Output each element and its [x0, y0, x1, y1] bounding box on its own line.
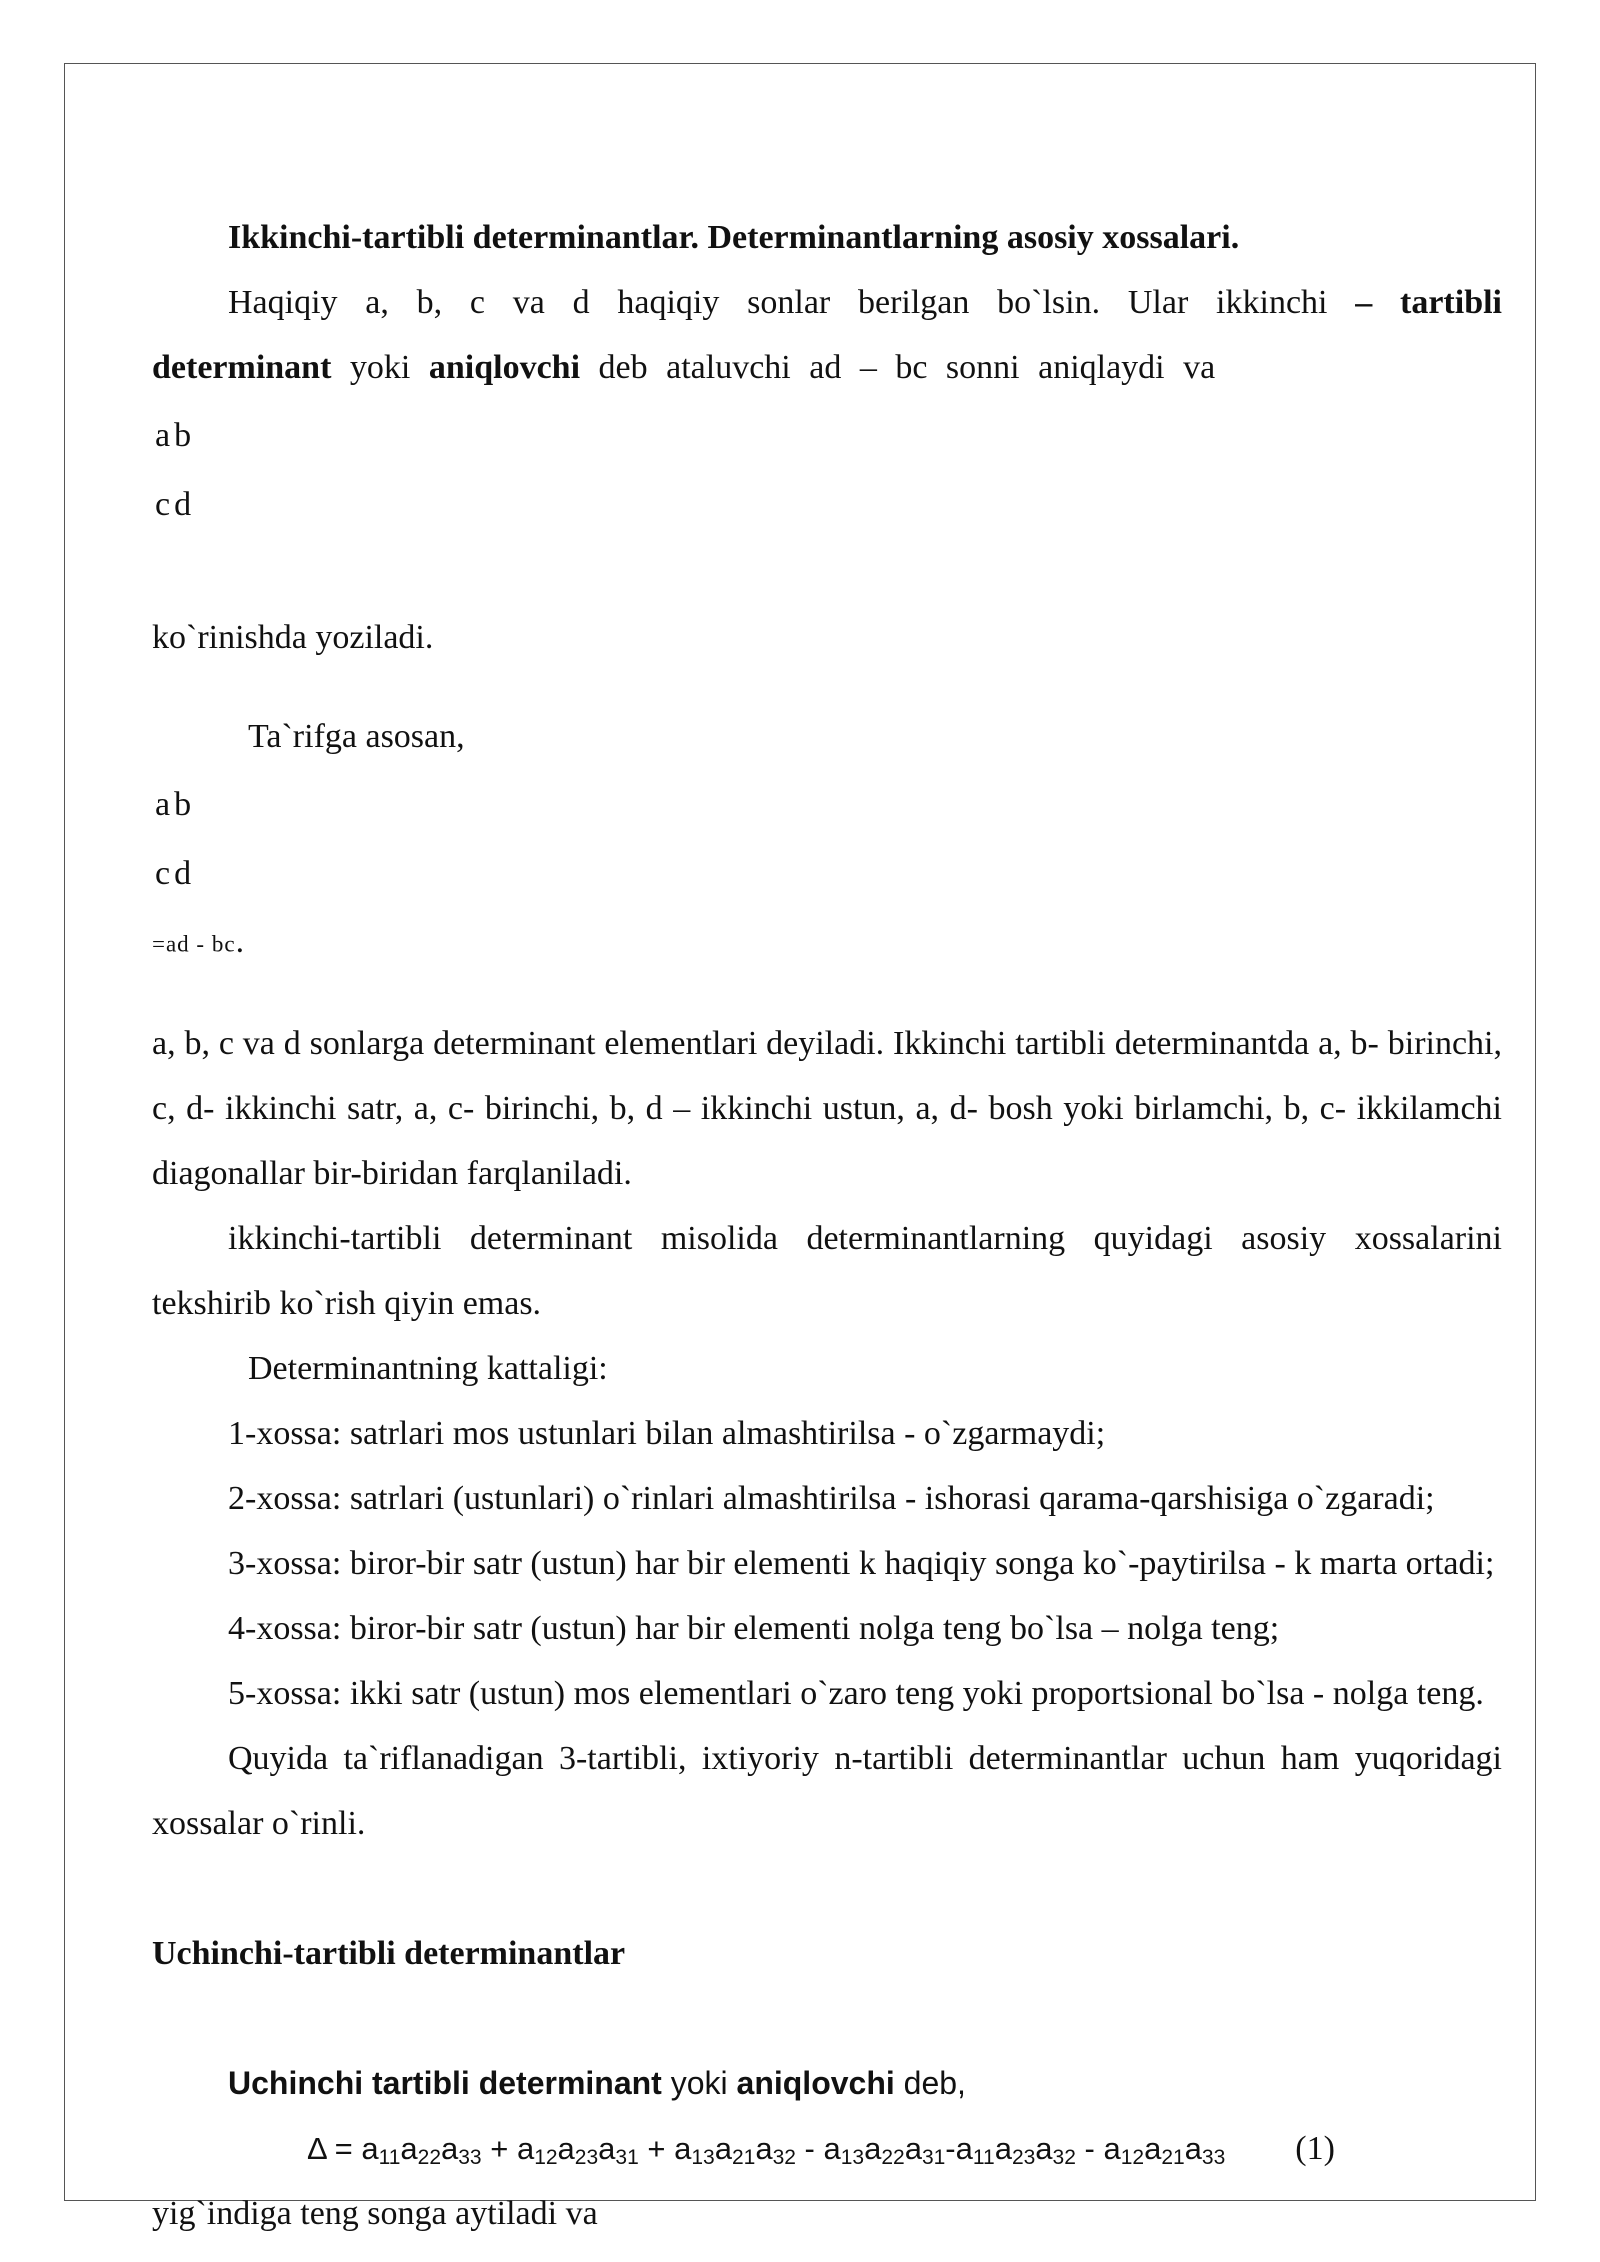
property-5: 5-xossa: ikki satr (ustun) mos elementlari o`zaro teng yoki proportsional bo`lsa - nolga teng.: [228, 1674, 1484, 1712]
third-order-definition: Uchinchi tartibli determinant yoki aniqlovchi deb,: [228, 2064, 966, 2101]
section-title: Ikkinchi-tartibli determinantlar. Determinantlarning asosiy xossalari.: [228, 219, 1240, 256]
property-2: 2-xossa: satrlari (ustunlari) o`rinlari almashtirilsa - ishorasi qarama-qarshisiga o`zgaradi;: [228, 1479, 1435, 1517]
definition-line: Ta`rifga asosan,: [248, 718, 474, 755]
after-formula: yig`indiga teng songa aytiladi va: [152, 2194, 598, 2232]
closing-paragraph: Quyida ta`riflanadigan 3-tartibli, ixtiyoriy n-tartibli determinantlar uchun ham yuqoridagi xossalar o`rinli.: [152, 1739, 1502, 1842]
property-4: 4-xossa: biror-bir satr (ustun) har bir elementi nolga teng bo`lsa – nolga teng;: [228, 1609, 1280, 1647]
section2-heading: Uchinchi-tartibli determinantlar: [152, 1934, 626, 1972]
property-1: 1-xossa: satrlari mos ustunlari bilan almashtirilsa - o`zgarmaydi;: [228, 1414, 1106, 1452]
definition-result: =ad - bc: [152, 931, 236, 957]
determinant-formula: $\Delta = a_{11}a_{22}a_{33} + a_{12}a_{23}a_{31} + a_{13}a_{21}a_{32} - a_{13}a_{22}a_{31}-a_{11}a_{23}a_{32} - a_{12}a_{21}a_{33}$ (1): [307, 2129, 1335, 2169]
elements-paragraph: a, b, c va d sonlarga determinant elementlari deyiladi. Ikkinchi tartibli determinantda a, b- birinchi, c, d- ikkinchi satr, a, c- birinchi, b, d – ikkinchi ustun, a, d- bosh yoki birlamchi, b, c- ikkilamchi diagonallar bir-biridan farqlaniladi.: [152, 1024, 1502, 1192]
property-3: 3-xossa: biror-bir satr (ustun) har bir elementi k haqiqiy songa ko`-paytirilsa - k marta ortadi;: [228, 1544, 1495, 1582]
magnitude-label: Determinantning kattaligi:: [248, 1349, 608, 1387]
intro-paragraph: Haqiqiy a, b, c va d haqiqiy sonlar berilgan bo`lsin. Ular ikkinchi – tartibli determinant yoki aniqlovchi deb ataluvchi ad – bc sonni aniqlaydi va: [152, 284, 1502, 386]
properties-intro: ikkinchi-tartibli determinant misolida determinantlarning quyidagi asosiy xossalarini tekshirib ko`rish qiyin emas.: [152, 1219, 1502, 1322]
document-body: Ikkinchi-tartibli determinantlar. Determinantlarning asosiy xossalari. Haqiqiy a, b, c va d haqiqiy sonlar berilgan bo`lsin. Ular ikkinchi – tartibli determinant yoki aniqlovchi deb ataluvchi ad – bc sonni aniqlaydi va a b c d ko`rinishda yoziladi. Ta`rifga asosan, a b c d =ad - bc. a, b, c va d sonlarga determinant elementlari deyiladi. Ikkinchi tartibli determinantda a, b- birinchi, c, d- ikkinchi satr, a, c- birinchi, b, d – ikkinchi ustun, a, d- bosh yoki birlamchi, b, c- ikkilamchi diagonallar bir-biridan farqlaniladi. ikkinchi-tartibli determinant misolida determinantlarning quyidagi asosiy xossalarini tekshirib ko`rish qiyin emas. Determinantning kattaligi: 1-xossa: satrlari mos ustunlari bilan almashtirilsa - o`zgarmaydi; 2-xossa: satrlari (ustunlari) o`rinlari almashtirilsa - ishorasi qarama-qarshisiga o`zgaradi; 3-xossa: biror-bir satr (ustun) har bir elementi k haqiqiy songa ko`-paytirilsa - k marta ortadi; 4-xossa: biror-bir satr (ustun) har bir elementi nolga teng bo`lsa – nolga teng; 5-xossa: ikki satr (ustun) mos elementlari o`zaro teng yoki proportsional bo`lsa - nolga teng. Quyida ta`riflanadigan 3-tartibli, ixtiyoriy n-tartibli determinantlar uchun ham yuqoridagi xossalar o`rinli. Uchinchi-tartibli determinantlar Uchinchi tartibli determinant yoki aniqlovchi deb, $\Delta = a_{11}a_{22}a_{33} + a_{12}a_{23}a_{31} + a_{13}a_{21}a_{32} - a_{13}a_{22}a_{31}-a_{11}a_{23}a_{32} - a_{12}a_{21}a_{33}$ (1) yig`indiga teng songa aytiladi va: [152, 205, 1502, 2246]
formula-number: (1): [1295, 2129, 1335, 2167]
